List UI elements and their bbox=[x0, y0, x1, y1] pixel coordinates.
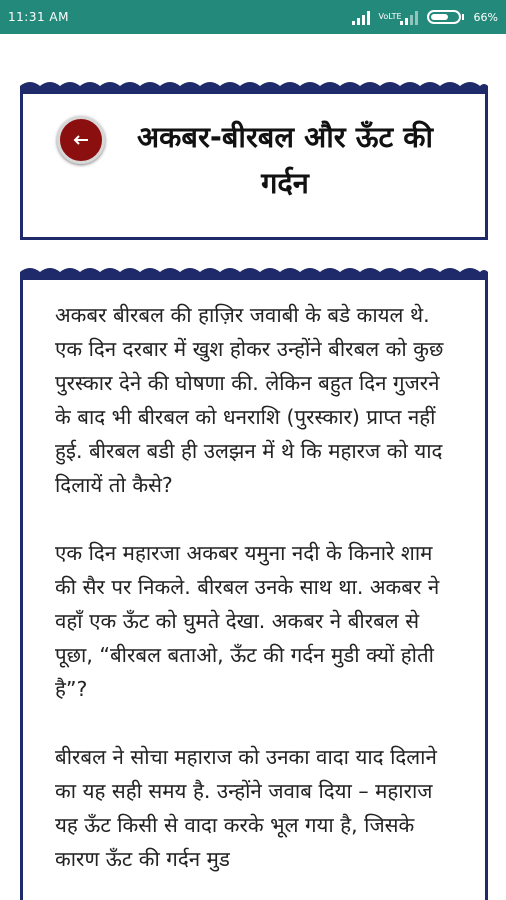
story-paragraph: एक दिन महारजा अकबर यमुना नदी के किनारे शाम की सैर पर निकले. बीरबल उनके साथ था. अकबर ने वहाँ एक ऊँट को घुमते देखा. अकबर ने बीरबल से पूछा, “बीरबल बताओ, ऊँट की गर्दन मुडी क्यों होती है”? bbox=[55, 541, 440, 701]
story-paragraph: अकबर बीरबल की हाज़िर जवाबी के बडे कायल थे. एक दिन दरबार में खुश होकर उन्होंने बीरबल को कुछ पुरस्कार देने की घोषणा की. लेकिन बहुत दिन गुजरने के बाद भी बीरबल को धनराशि (पुरस्कार) प्राप्त नहीं हुई. बीरबल बडी ही उलझन में थे कि महारज को याद दिलायें तो कैसे? bbox=[55, 303, 444, 497]
battery-icon bbox=[427, 10, 464, 24]
scallop-border bbox=[20, 78, 488, 94]
story-paragraph: बीरबल ने सोचा महाराज को उनका वादा याद दिलाने का यह सही समय है. उन्होंने जवाब दिया – महाराज यह ऊँट किसी से वादा करके भूल गया है, जिसके कारण ऊँट की गर्दन मुड bbox=[55, 745, 437, 871]
battery-fill bbox=[431, 14, 448, 20]
battery-percent: 66% bbox=[473, 10, 498, 24]
page-title: अकबर-बीरबल और ऊँट की गर्दन bbox=[136, 120, 434, 200]
volte-indicator: VoLTE bbox=[378, 12, 402, 21]
back-button[interactable] bbox=[57, 116, 105, 164]
arrow-left-icon bbox=[73, 135, 89, 145]
status-bar bbox=[0, 0, 506, 34]
story-text bbox=[55, 298, 459, 900]
signal-strength-icon bbox=[351, 9, 373, 25]
status-icons bbox=[351, 8, 498, 26]
scallop-border bbox=[20, 264, 488, 280]
story-card bbox=[20, 274, 488, 900]
status-time: 11:31 AM bbox=[8, 10, 69, 24]
secondary-signal-icon bbox=[399, 9, 421, 25]
title-card bbox=[20, 88, 488, 240]
